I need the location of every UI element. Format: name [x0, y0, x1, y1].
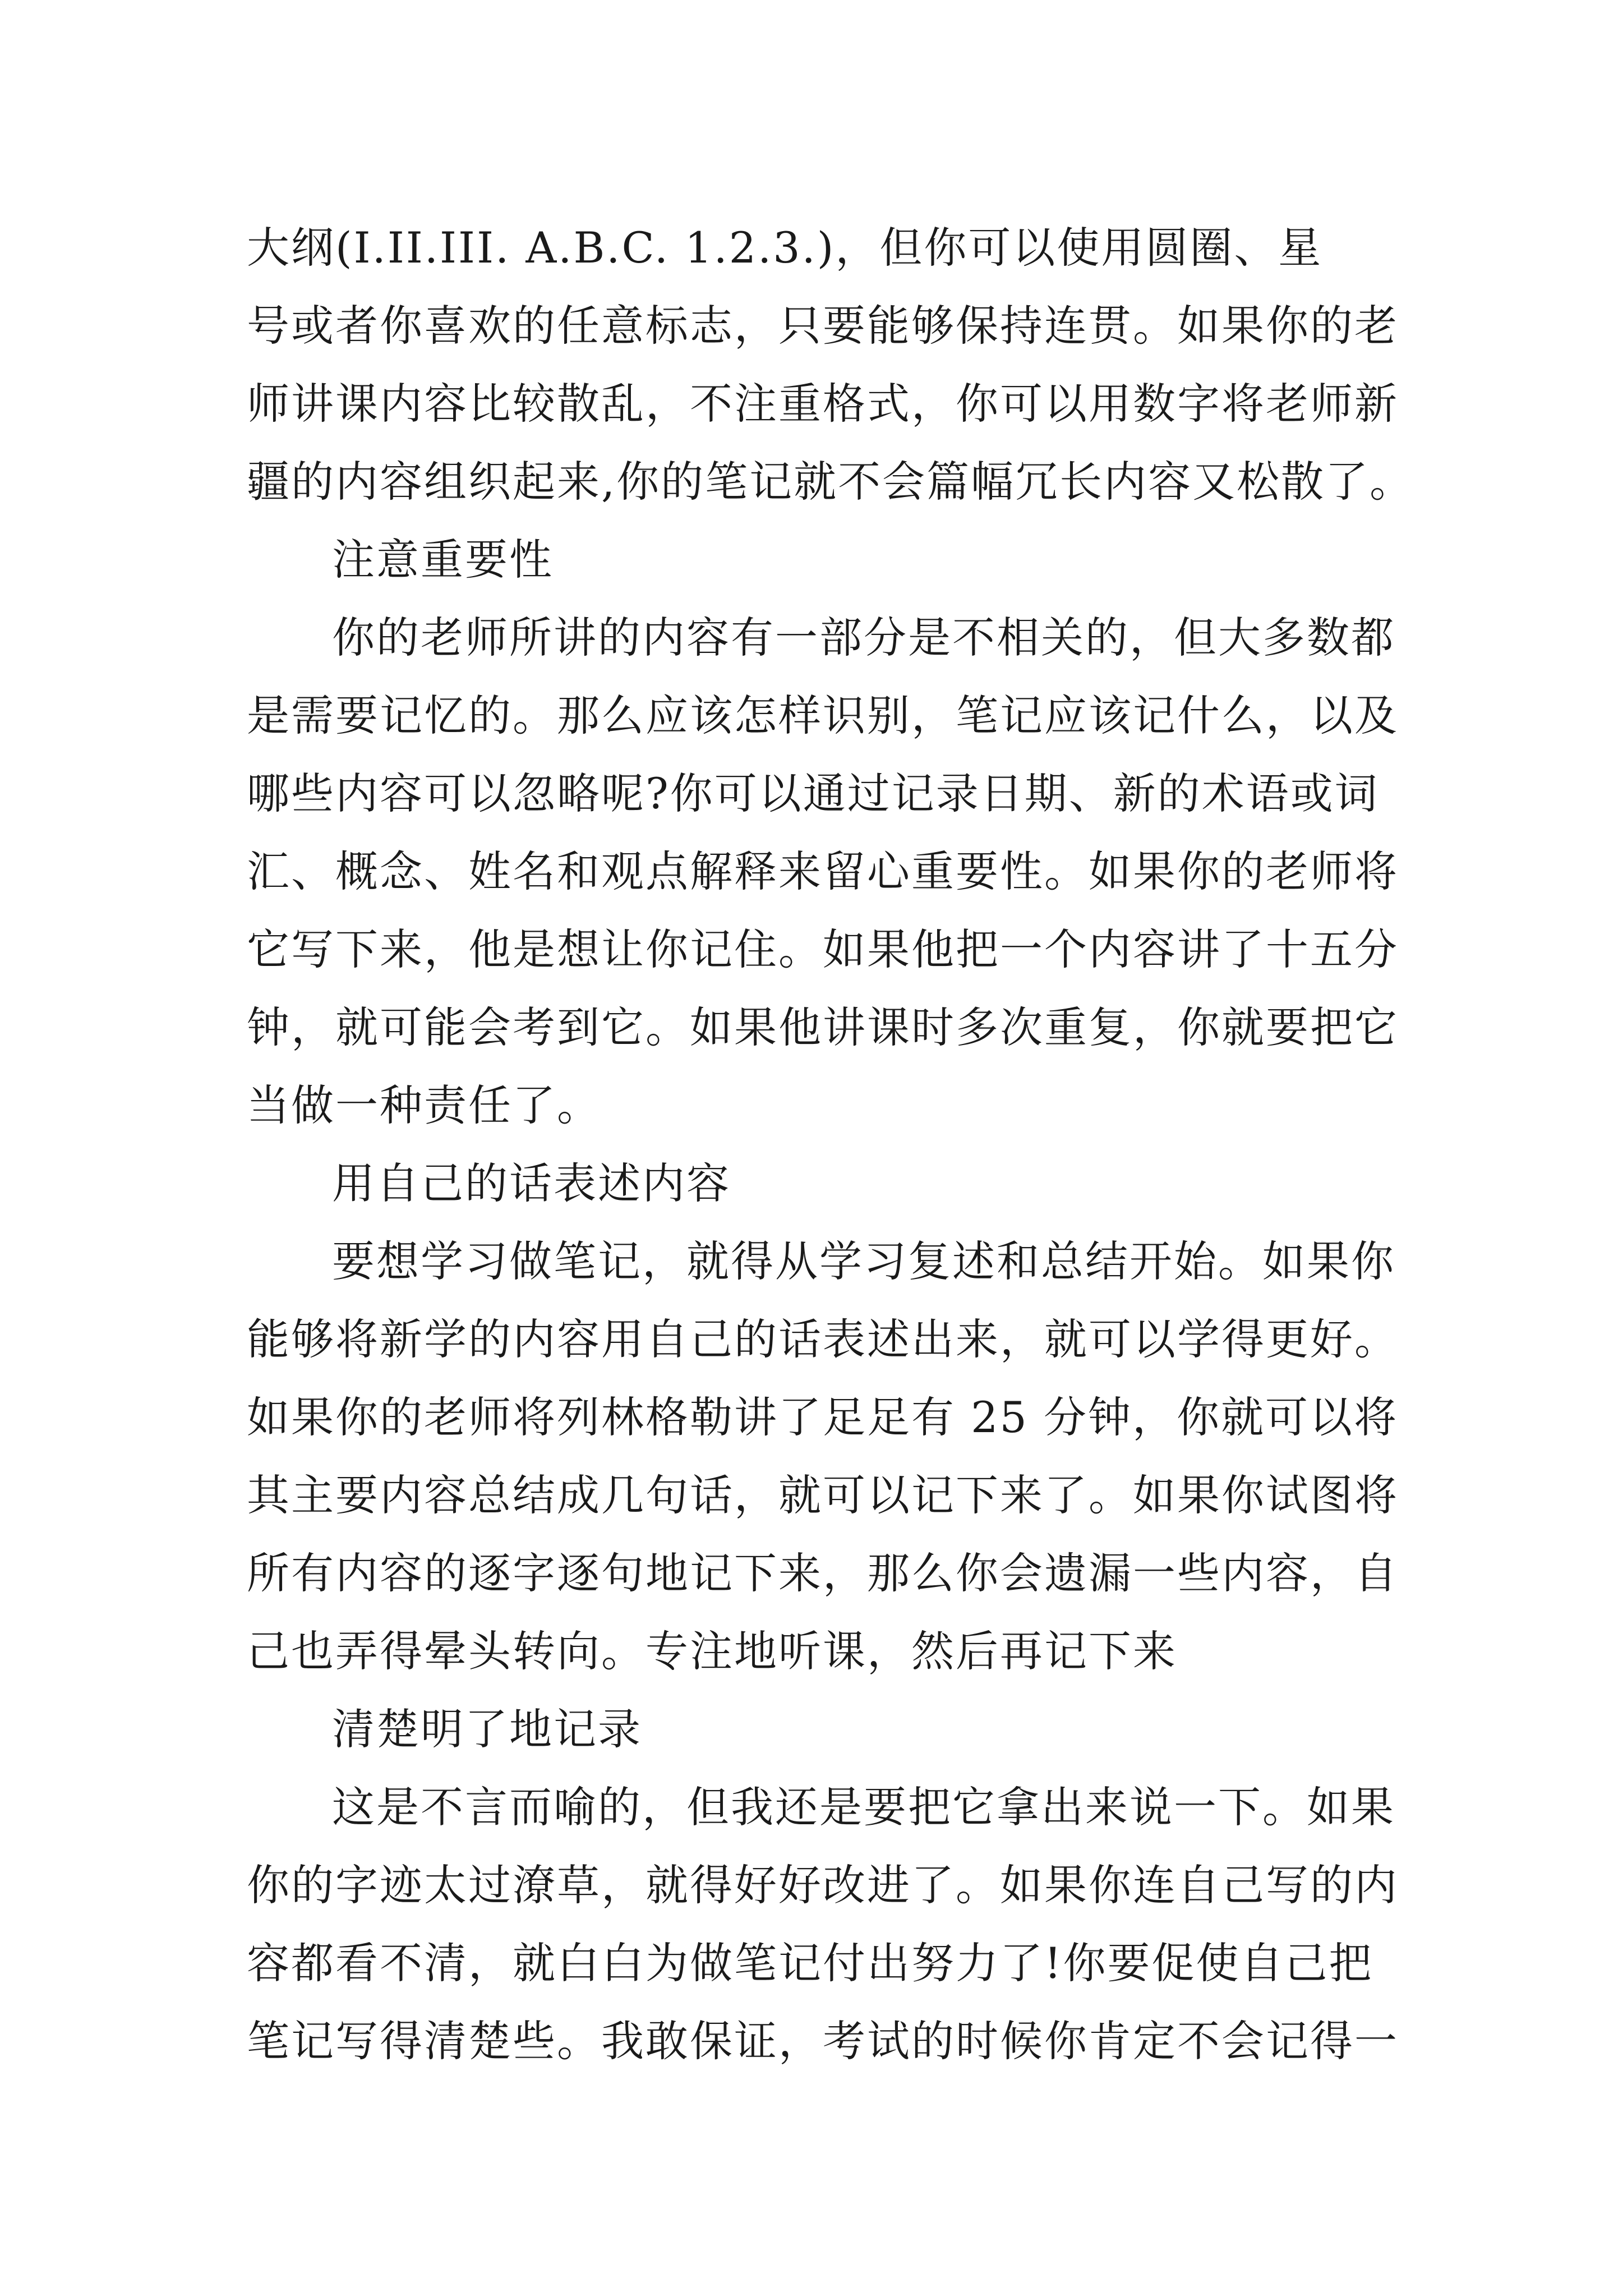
- text-line: 哪些内容可以忽略呢?你可以通过记录日期、新的术语或词: [247, 769, 1379, 818]
- text-line: 当做一种责任了。: [247, 1080, 601, 1130]
- text-line: 号或者你喜欢的任意标志，只要能够保持连贯。如果你的老: [247, 301, 1399, 351]
- text-line: 疆的内容组织起来,你的笔记就不会篇幅冗长内容又松散了。: [247, 457, 1414, 507]
- document-body: [247, 209, 1414, 2080]
- text-line: 其主要内容总结成几句话，就可以记下来了。如果你试图将: [247, 1470, 1399, 1520]
- text-line: 笔记写得清楚些。我敢保证，考试的时候你肯定不会记得一: [247, 2016, 1399, 2066]
- text-line: 你的老师所讲的内容有一部分是不相关的，但大多数都: [332, 613, 1395, 662]
- text-line: 要想学习做笔记，就得从学习复述和总结开始。如果你: [332, 1236, 1395, 1286]
- text-line: 所有内容的逐字逐句地记下来，那么你会遗漏一些内容，自: [247, 1548, 1399, 1598]
- text-line: 它写下来，他是想让你记住。如果他把一个内容讲了十五分: [247, 924, 1399, 974]
- text-line: 如果你的老师将列林格勒讲了足足有 25 分钟，你就可以将: [247, 1392, 1399, 1442]
- text-line: 注意重要性: [332, 535, 554, 585]
- text-line: 大纲(I.II.III. A.B.C. 1.2.3.)，但你可以使用圆圈、星: [247, 223, 1323, 273]
- text-line: 汇、概念、姓名和观点解释来留心重要性。如果你的老师将: [247, 846, 1399, 896]
- text-line: 清楚明了地记录: [332, 1704, 642, 1754]
- text-line: 能够将新学的内容用自己的话表述出来，就可以学得更好。: [247, 1314, 1399, 1364]
- text-line: 钟，就可能会考到它。如果他讲课时多次重复，你就要把它: [247, 1002, 1399, 1052]
- text-line: 你的字迹太过潦草，就得好好改进了。如果你连自己写的内: [247, 1860, 1399, 1910]
- text-line: 这是不言而喻的，但我还是要把它拿出来说一下。如果: [332, 1782, 1395, 1832]
- text-line: 容都看不清，就白白为做笔记付出努力了!你要促使自己把: [247, 1938, 1373, 1988]
- text-line: 师讲课内容比较散乱，不注重格式，你可以用数字将老师新: [247, 379, 1399, 429]
- text-line: 是需要记忆的。那么应该怎样识别，笔记应该记什么，以及: [247, 691, 1399, 740]
- text-line: 用自己的话表述内容: [332, 1158, 731, 1208]
- text-line: 己也弄得晕头转向。专注地听课，然后再记下来: [247, 1626, 1177, 1676]
